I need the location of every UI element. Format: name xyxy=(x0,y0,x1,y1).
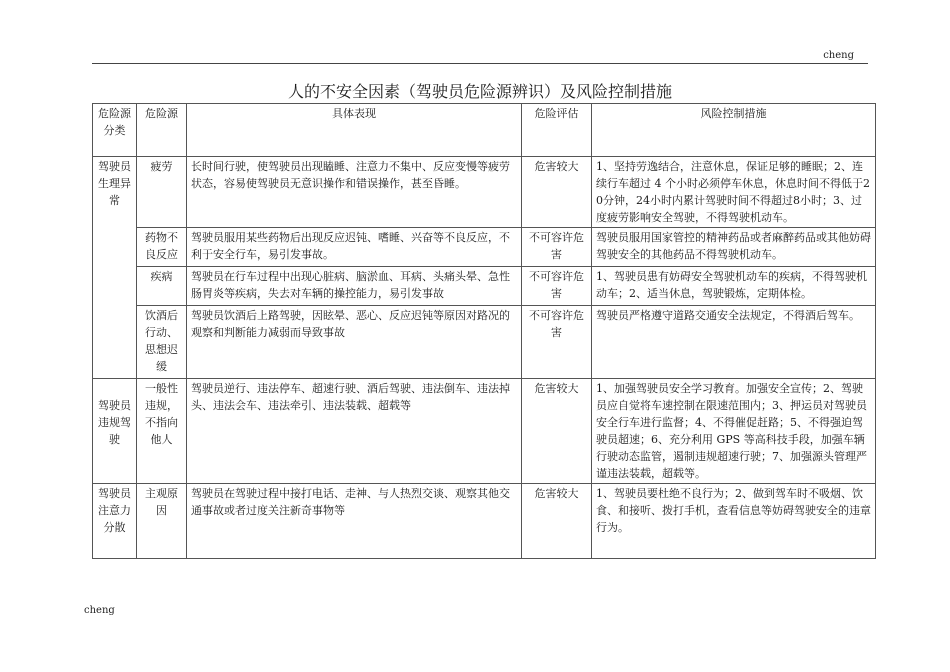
description-cell: 驾驶员服用某些药物后出现反应迟钝、嗜睡、兴奋等不良反应，不利于安全行车，易引发事故。 xyxy=(187,228,522,267)
col-header-source: 危险源 xyxy=(137,104,187,157)
col-header-assessment: 危险评估 xyxy=(522,104,592,157)
description-cell: 长时间行驶，使驾驶员出现瞌睡、注意力不集中、反应变慢等疲劳状态，容易使驾驶员无意识操作和错误操作，甚至昏睡。 xyxy=(187,157,522,228)
table-row xyxy=(93,306,876,379)
header-rule xyxy=(92,63,868,64)
source-cell: 药物不良反应 xyxy=(137,228,187,267)
col-header-description: 具体表现 xyxy=(187,104,522,157)
table-row xyxy=(93,267,876,306)
assessment-cell: 危害较大 xyxy=(522,484,592,559)
source-cell: 疲劳 xyxy=(137,157,187,228)
page-footer-text: cheng xyxy=(84,605,115,616)
assessment-cell: 不可容许危害 xyxy=(522,267,592,306)
measures-cell: 驾驶员服用国家管控的精神药品或者麻醉药品或其他妨碍驾驶安全的其他药品不得驾驶机动车。 xyxy=(592,228,876,267)
description-cell: 驾驶员在驾驶过程中接打电话、走神、与人热烈交谈、观察其他交通事故或者过度关注新奇事物等 xyxy=(187,484,522,559)
page-header-text: cheng xyxy=(823,50,854,61)
source-cell: 饮酒后行动、思想迟缓 xyxy=(137,306,187,379)
assessment-cell: 不可容许危害 xyxy=(522,306,592,379)
description-cell: 驾驶员饮酒后上路驾驶，因眩晕、恶心、反应迟钝等原因对路况的观察和判断能力减弱而导致事故 xyxy=(187,306,522,379)
measures-cell: 1、驾驶员患有妨碍安全驾驶机动车的疾病，不得驾驶机动车；2、适当休息，驾驶锻炼，定期体检。 xyxy=(592,267,876,306)
category-cell: 驾驶员生理异常 xyxy=(93,157,137,379)
source-cell: 主观原因 xyxy=(137,484,187,559)
measures-cell: 驾驶员严格遵守道路交通安全法规定，不得酒后驾车。 xyxy=(592,306,876,379)
description-cell: 驾驶员在行车过程中出现心脏病、脑淤血、耳病、头痛头晕、急性肠胃炎等疾病，失去对车辆的操控能力，易引发事故 xyxy=(187,267,522,306)
col-header-category: 危险源分类 xyxy=(93,104,137,157)
source-cell: 疾病 xyxy=(137,267,187,306)
document-title: 人的不安全因素（驾驶员危险源辨识）及风险控制措施 xyxy=(287,82,672,101)
assessment-cell: 危害较大 xyxy=(522,379,592,484)
table-row xyxy=(93,484,876,559)
measures-cell: 1、坚持劳逸结合，注意休息，保证足够的睡眠；2、连续行车超过 4 个小时必须停车休息，休息时间不得低于20分钟，24小时内累计驾驶时间不得超过8小时；3、过度疲劳影响安全驾驶，不得驾驶机动车。 xyxy=(592,157,876,228)
category-cell: 驾驶员注意力分散 xyxy=(93,484,137,559)
description-cell: 驾驶员逆行、违法停车、超速行驶、酒后驾驶、违法倒车、违法掉头、违法会车、违法牵引、违法装载、超载等 xyxy=(187,379,522,484)
risk-control-table xyxy=(92,103,876,559)
assessment-cell: 不可容许危害 xyxy=(522,228,592,267)
category-cell: 驾驶员违规驾驶 xyxy=(93,379,137,484)
table-row xyxy=(93,228,876,267)
table-header-row xyxy=(93,104,876,157)
measures-cell: 1、驾驶员要杜绝不良行为；2、做到驾车时不吸烟、饮食、和接听、拨打手机，查看信息等妨碍驾驶安全的违章行为。 xyxy=(592,484,876,559)
col-header-measures: 风险控制措施 xyxy=(592,104,876,157)
table-row xyxy=(93,157,876,228)
source-cell: 一般性违规，不指向他人 xyxy=(137,379,187,484)
measures-cell: 1、加强驾驶员安全学习教育。加强安全宣传；2、驾驶员应自觉将车速控制在限速范围内；3、押运员对驾驶员安全行车进行监督；4、不得催促赶路；5、不得强迫驾驶员超速；6、充分利用 GPS 等高科技手段，加强车辆行驶动态监管，遏制违规超速行驶；7、加强源头管理严谨违法装载，超载等。 xyxy=(592,379,876,484)
assessment-cell: 危害较大 xyxy=(522,157,592,228)
table-row xyxy=(93,379,876,484)
